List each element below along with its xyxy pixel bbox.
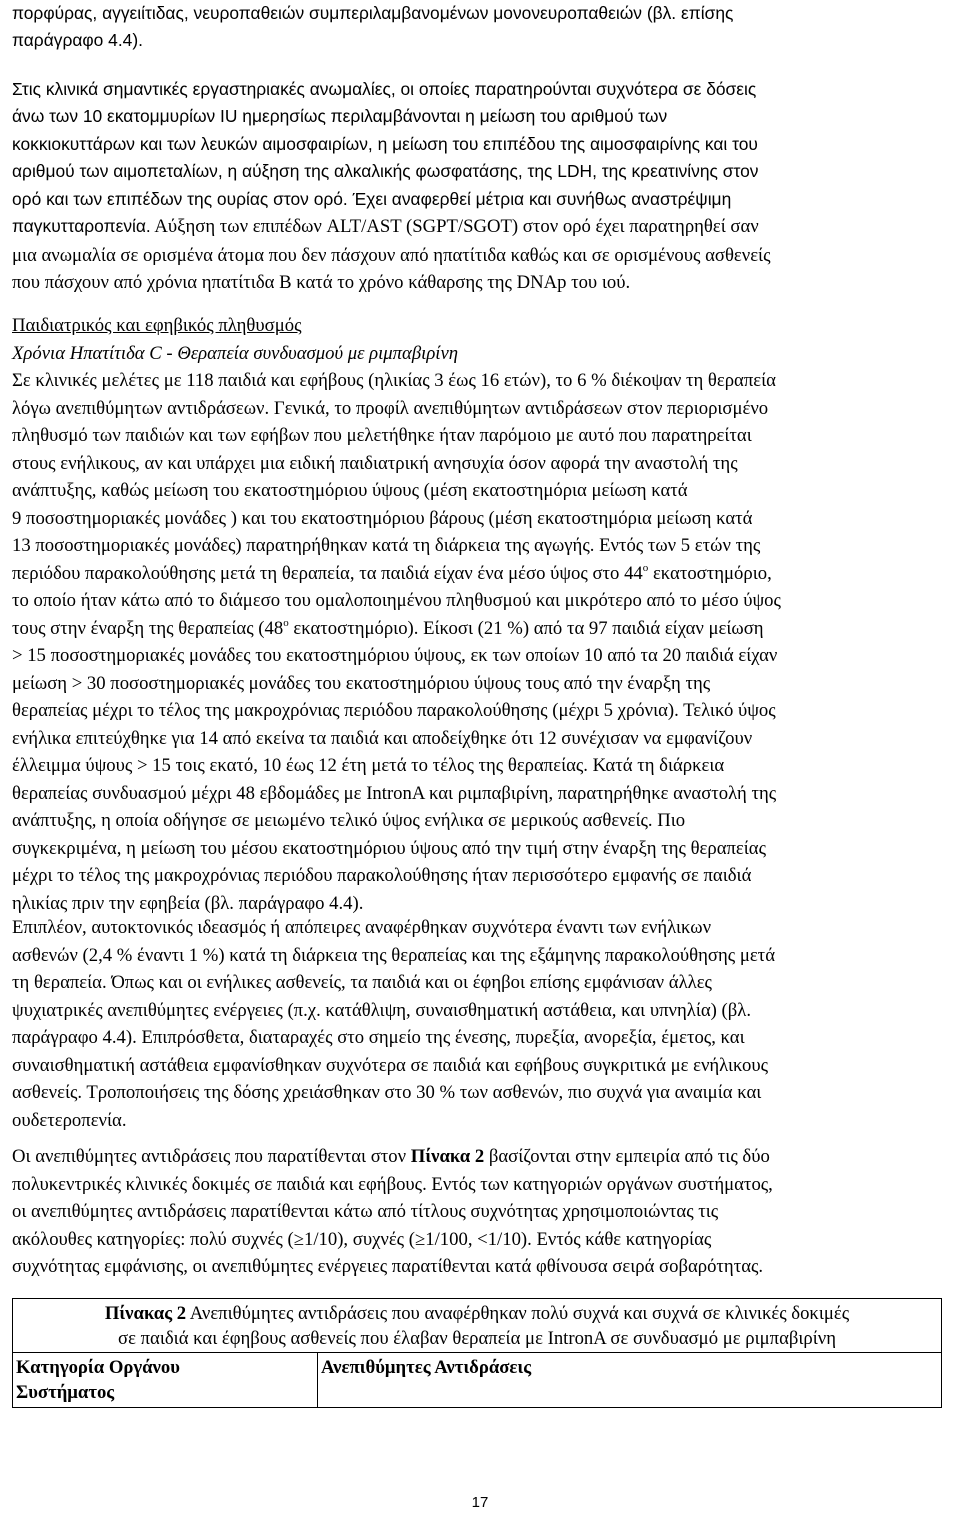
text-line: Σε κλινικές μελέτες με 118 παιδιά και εφήβους (ηλικίας 3 έως 16 ετών), το 6 % διέκοψαν τη θεραπεία (12, 370, 776, 391)
text-line: πληθυσμό των παιδιών και των εφήβων που μελετήθηκε ήταν παρόμοιο με αυτό που παρατηρείται (12, 425, 752, 446)
text-line: συχνότητας εμφάνισης, οι ανεπιθύμητες ενέργειες παρατίθενται κατά φθίνουσα σειρά σοβαρότητας. (12, 1256, 764, 1277)
text-segment: τους στην έναρξη της θεραπείας (48 (12, 617, 284, 639)
table-caption (13, 1299, 942, 1353)
paragraph-pediatric (12, 367, 781, 917)
text-line: ανάπτυξης, η οποία οδήγησε σε μειωμένο τελικό ύψος ενήλικα σε μερικούς ασθενείς. Πιο (12, 810, 686, 831)
paragraph-lab-abnormalities (12, 76, 771, 297)
table-caption-row (13, 1299, 942, 1353)
text-line: 9 ποσοστημοριακές μονάδες ) και του εκατοστημόριου βάρους (μέση εκατοστημόρια μείωση κατά (12, 507, 753, 529)
text-line: λόγω ανεπιθύμητων αντιδράσεων. Γενικά, το προφίλ ανεπιθύμητων αντιδράσεων στον περιορισμένο (12, 397, 769, 419)
text-segment: βασίζονται στην εμπειρία από τις δύο (484, 1146, 770, 1167)
column-header-text: Ανεπιθύμητες Αντιδράσεις (321, 1357, 532, 1378)
table-caption-text: σε παιδιά και έφηβους ασθενείς που έλαβαν θεραπεία με IntronA σε συνδυασμό με ριμπαβιρίνη (118, 1328, 836, 1349)
text-line: αριθμού των αιμοπεταλίων, η αύξηση της αλκαλικής φωσφατάσης, της LDH, της κρεατινίνης στον (12, 161, 759, 182)
text-line: 13 ποσοστημοριακές μονάδες) παρατηρήθηκαν κατά τη διάρκεια της αγωγής. Εντός των 5 ετών της (12, 535, 761, 556)
text-segment: Αύξηση των επιπέδων ALT/AST (SGPT/SGOT) στον ορό έχει παρατηρηθεί σαν (150, 216, 759, 238)
greater-equal-symbol: ≥ (414, 1228, 426, 1250)
text-line: έλλειμμα ύψους > 15 τοις εκατό, 10 έως 12 έτη μετά το τέλος της θεραπείας. Κατά τη διάρκεια (12, 755, 725, 776)
text-line: τη θεραπεία. Όπως και οι ενήλικες ασθενείς, τα παιδιά και οι έφηβοι επίσης εμφάνισαν άλλες (12, 972, 712, 993)
column-header-text: Συστήματος (16, 1382, 115, 1403)
text-line: ασθενείς. Τροποποιήσεις της δόσης χρειάσθηκαν στο 30 % των ασθενών, πιο συχνά για αναιμία και (12, 1082, 762, 1103)
text-line: μέχρι το τέλος της μακροχρόνιας περιόδου παρακολούθησης ήταν περισσότερο εμφανής σε παιδιά (12, 865, 752, 886)
table-caption-label: Πίνακας 2 (104, 1303, 187, 1324)
text-line: πολυκεντρικές κλινικές δοκιμές σε παιδιά και εφήβους. Εντός των κατηγοριών οργάνων συστήματος, (12, 1173, 773, 1195)
text-segment: εκατοστημόριο, (648, 562, 772, 584)
text-line: ενήλικα επιτεύχθηκε για 14 από εκείνα τα παιδιά και αποδείχθηκε ότι 12 συνέχισαν να εμφανίζουν (12, 727, 753, 749)
text-line: συναισθηματική αστάθεια εμφανίσθηκαν συχνότερα σε παιδιά και εφήβους συγκριτικά με ενήλικους (12, 1054, 769, 1076)
text-line: θεραπείας συνδυασμού μέχρι 48 εβδομάδες με IntronA και ριμπαβιρίνη, παρατηρήθηκε αναστολή της (12, 782, 777, 804)
text-line: ορό και των επιπέδων της ουρίας στον ορό. Έχει αναφερθεί μέτρια και συνήθως αναστρέψιμη (12, 188, 732, 209)
text-line: ανάπτυξης, καθώς μείωση του εκατοστημόριου ύψους (μέση εκατοστημόρια μείωση κατά (12, 480, 688, 501)
heading-therapy: Χρόνια Ηπατίτιδα C - Θεραπεία συνδυασμού με ριμπαβιρίνη (12, 342, 459, 364)
text-line: πορφύρας, αγγειίτιδας, νευροπαθειών συμπεριλαμβανομένων μονονευροπαθειών (βλ. επίσης (12, 3, 734, 23)
text-line: ασθενών (2,4 % έναντι 1 %) κατά τη διάρκεια της θεραπείας και της εξάμηνης παρακολούθησης μετά (12, 944, 775, 966)
text-line: συγκεκριμένα, η μείωση του μέσου εκατοστημόριου ύψους από την τιμή στην έναρξη της θεραπείας (12, 837, 766, 859)
page-number: 17 (471, 1494, 489, 1511)
table-reference: Πίνακα 2 (410, 1146, 485, 1167)
text-line (12, 615, 781, 643)
text-line: κοκκιοκυττάρων και των λευκών αιμοσφαιρίων, η μείωση του επιπέδου της αιμοσφαιρίνης και του (12, 133, 758, 154)
text-line (12, 560, 781, 588)
text-line: θεραπείας μέχρι το τέλος της μακροχρόνιας περιόδου παρακολούθησης (μέχρι 5 χρόνια). Τελικό ύψος (12, 700, 776, 721)
text-segment: παγκυτταροπενία. (12, 216, 151, 237)
text-line: παράγραφο 4.4). Επιπρόσθετα, διαταραχές στο σημείο της ένεσης, πυρεξία, ανορεξία, έμετος, και (12, 1027, 745, 1048)
text-line: > 15 ποσοστημοριακές μονάδες του εκατοστημόριου ύψους, εκ των οποίων 10 από τα 20 παιδιά είχαν (12, 645, 778, 666)
text-line (12, 1226, 773, 1254)
heading-pediatric: Παιδιατρικός και εφηβικός πληθυσμός (12, 315, 302, 336)
text-line: μείωση > 30 ποσοστημοριακές μονάδες του εκατοστημόριου ύψους τους από την έναρξη της (12, 672, 711, 694)
text-line: παράγραφο 4.4). (12, 30, 143, 51)
text-line: ηλικίας πριν την εφηβεία (βλ. παράγραφο 4.4). (12, 892, 364, 914)
text-segment: 1/10), συχνές ( (303, 1228, 415, 1250)
paragraph-suicidal-ideation (12, 914, 775, 1134)
text-line: το οποίο ήταν κάτω από το διάμεσο του ομαλοποιημένου πληθυσμού και μικρότερο από το μέσο ύψος (12, 590, 781, 611)
adverse-reactions-table (12, 1298, 942, 1408)
text-line (12, 1143, 773, 1171)
text-line: μια ανωμαλία σε ορισμένα άτομα που δεν πάσχουν από ηπατίτιδα καθώς και σε ορισμένους ασθενείς (12, 244, 771, 266)
text-segment: εκατοστημόριο). Είκοσι (21 %) από τα 97 παιδιά είχαν μείωση (288, 617, 764, 639)
text-line: ψυχιατρικές ανεπιθύμητες ενέργειες (π.χ. κατάθλιψη, συναισθηματική αστάθεια, και υπνηλία) (βλ. (12, 999, 751, 1021)
paragraph-table-intro (12, 1143, 773, 1281)
table-header-row (13, 1353, 942, 1408)
text-line: οι ανεπιθύμητες αντιδράσεις παρατίθενται κάτω από τίτλους συχνότητας χρησιμοποιώντας τις (12, 1201, 719, 1222)
text-line: στους ενήλικους, αν και υπάρχει μια ειδική παιδιατρική ανησυχία όσον αφορά την αναστολή της (12, 452, 738, 474)
superscript: ο (283, 616, 289, 629)
text-line: άνω των 10 εκατομμυρίων IU ημερησίως περιλαμβάνονται η μείωση του αριθμού των (12, 106, 668, 127)
text-line: που πάσχουν από χρόνια ηπατίτιδα B κατά το χρόνο κάθαρσης της DNAp του ιού. (12, 272, 631, 294)
column-header-organ-class (13, 1353, 318, 1408)
section-headings (12, 312, 458, 367)
text-segment: Οι ανεπιθύμητες αντιδράσεις που παρατίθενται στον (12, 1146, 411, 1167)
greater-equal-symbol: ≥ (293, 1228, 304, 1250)
text-segment: 1/100, <1/10). Εντός κάθε κατηγορίας (425, 1228, 712, 1250)
text-line: Στις κλινικά σημαντικές εργαστηριακές ανωμαλίες, οι οποίες παρατηρούνται συχνότερα σε δόσεις (12, 79, 757, 99)
column-header-adverse-reactions (318, 1353, 942, 1408)
column-header-text: Κατηγορία Οργάνου (16, 1357, 180, 1378)
text-line-mixed (12, 213, 771, 242)
text-segment: περιόδου παρακολούθησης μετά τη θεραπεία, τα παιδιά είχαν ένα μέσο ύψος στο 44 (12, 562, 643, 584)
text-segment: ακόλουθες κατηγορίες: πολύ συχνές ( (12, 1228, 294, 1250)
superscript: ο (642, 561, 649, 574)
text-line: ουδετεροπενία. (12, 1109, 127, 1131)
table-caption-text: Ανεπιθύμητες αντιδράσεις που αναφέρθηκαν πολύ συχνά και συχνά σε κλινικές δοκιμές (186, 1303, 850, 1324)
paragraph-intro (12, 0, 733, 55)
text-line: Επιπλέον, αυτοκτονικός ιδεασμός ή απόπειρες αναφέρθηκαν συχνότερα έναντι των ενήλικων (12, 917, 712, 938)
